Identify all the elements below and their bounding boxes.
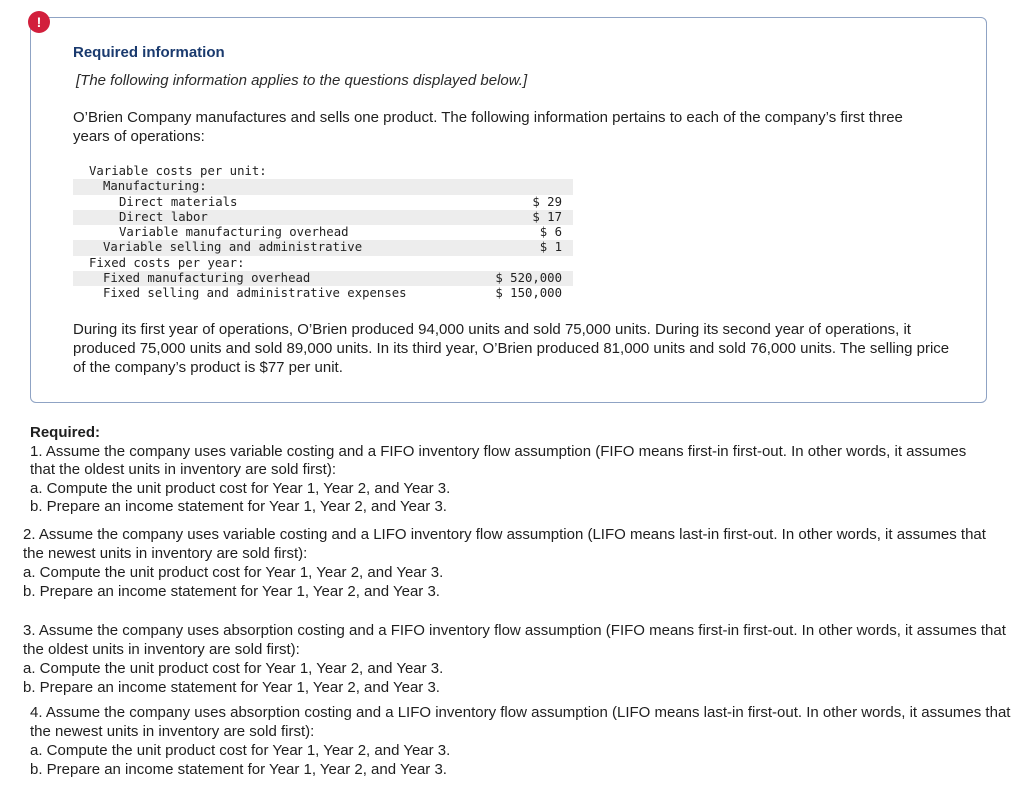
question-3 xyxy=(23,621,1008,697)
question-1 xyxy=(30,424,990,517)
question-text: 1. Assume the company uses variable costing and a FIFO inventory flow assumption (FIFO means first-in first-out. In other words, it assumes that the oldest units in inventory are sold first): xyxy=(30,442,967,478)
required-heading: Required: xyxy=(30,424,101,441)
question-part-b: b. Prepare an income statement for Year 1, Year 2, and Year 3. xyxy=(30,761,447,778)
question-2 xyxy=(23,525,1008,601)
cost-row xyxy=(73,240,573,255)
cost-table xyxy=(73,164,573,302)
cost-label: Fixed costs per year: xyxy=(89,255,245,270)
cost-row xyxy=(73,271,573,286)
question-part-b: b. Prepare an income statement for Year 1, Year 2, and Year 3. xyxy=(30,498,447,515)
cost-row xyxy=(73,286,573,301)
cost-row xyxy=(73,225,573,240)
question-part-b: b. Prepare an income statement for Year 1, Year 2, and Year 3. xyxy=(23,583,440,600)
cost-row xyxy=(73,179,573,194)
question-part-a: a. Compute the unit product cost for Year 1, Year 2, and Year 3. xyxy=(30,479,451,497)
required-information-title: Required information xyxy=(73,44,225,61)
cost-label: Direct labor xyxy=(119,209,208,224)
question-text: 2. Assume the company uses variable costing and a LIFO inventory flow assumption (LIFO means last-in first-out. In other words, it assumes that the newest units in inventory are sold first): xyxy=(23,526,986,562)
cost-value: $ 1 xyxy=(539,240,562,255)
alert-icon: ! xyxy=(28,11,50,33)
cost-value: $ 150,000 xyxy=(495,286,562,301)
question-part-a: a. Compute the unit product cost for Year 1, Year 2, and Year 3. xyxy=(23,564,444,581)
cost-value: $ 520,000 xyxy=(495,271,562,286)
intro-paragraph: O’Brien Company manufactures and sells one product. The following information pertains to each of the company’s first three years of operations: xyxy=(73,109,903,145)
cost-row xyxy=(73,164,573,179)
cost-row xyxy=(73,210,573,225)
question-4 xyxy=(30,703,1015,779)
cost-label: Variable manufacturing overhead xyxy=(119,225,349,240)
cost-label: Direct materials xyxy=(119,194,238,209)
question-text: 3. Assume the company uses absorption costing and a FIFO inventory flow assumption (FIFO means first-in first-out. In other words, it assumes that the oldest units in inventory are sold first): xyxy=(23,622,1006,658)
question-text: 4. Assume the company uses absorption costing and a LIFO inventory flow assumption (LIFO means last-in first-out. In other words, it assumes that the newest units in inventory are sold first): xyxy=(30,704,1011,740)
cost-label: Variable selling and administrative xyxy=(103,240,363,255)
question-part-b: b. Prepare an income statement for Year 1, Year 2, and Year 3. xyxy=(23,679,440,696)
scenario-paragraph: During its first year of operations, O’Brien produced 94,000 units and sold 75,000 units. During its second year of operations, it produced 75,000 units and sold 89,000 units. In its third year, O’Brien produced 81,000 units and sold 76,000 units. The selling price of the company’s product is $77 per unit. xyxy=(73,321,950,376)
cost-label: Manufacturing: xyxy=(103,179,207,194)
cost-value: $ 17 xyxy=(532,209,562,224)
cost-row xyxy=(73,195,573,210)
applies-note: [The following information applies to the questions displayed below.] xyxy=(76,72,528,89)
cost-label: Fixed manufacturing overhead xyxy=(103,271,311,286)
question-part-a: a. Compute the unit product cost for Year 1, Year 2, and Year 3. xyxy=(30,742,451,759)
cost-value: $ 6 xyxy=(539,225,562,240)
cost-label: Fixed selling and administrative expenses xyxy=(103,286,407,301)
cost-label: Variable costs per unit: xyxy=(89,164,267,178)
cost-row xyxy=(73,256,573,271)
question-part-a: a. Compute the unit product cost for Year 1, Year 2, and Year 3. xyxy=(23,660,444,677)
cost-value: $ 29 xyxy=(532,194,562,209)
